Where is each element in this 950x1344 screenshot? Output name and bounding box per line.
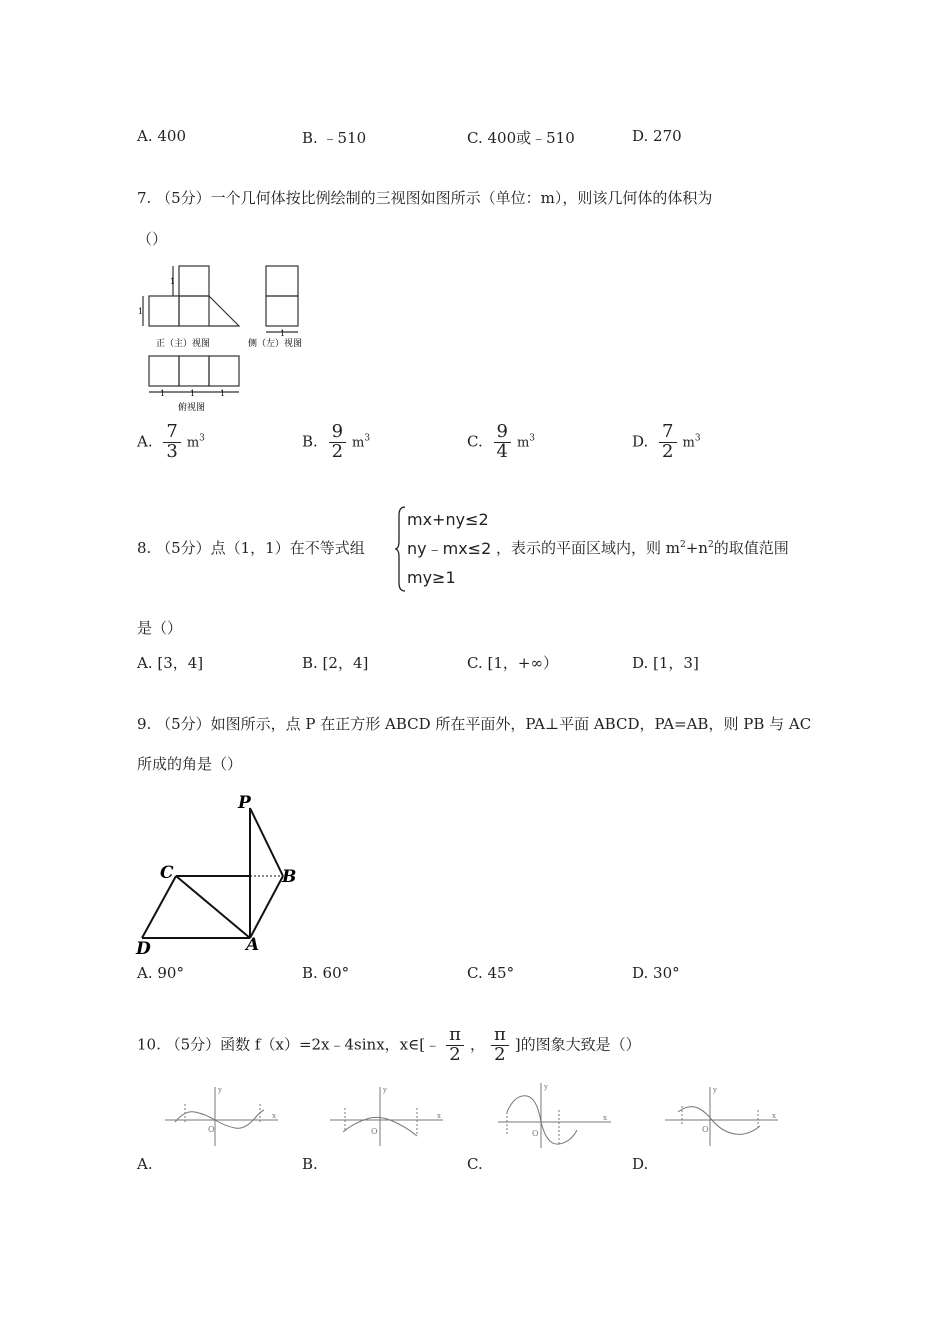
q7-option-b: B. $\frac{9}{2}$ $m^3$: [302, 421, 371, 462]
q7-dim-top-3: 1: [220, 389, 226, 398]
q7-option-c-label: C.: [467, 432, 483, 451]
q8-option-d: D. [1，3]: [632, 654, 699, 672]
q7-three-views-figure: [130, 260, 330, 420]
q9-label-c: C: [160, 863, 174, 883]
q7-paren: （）: [137, 230, 168, 248]
q8-option-c: C. [1，+∞）: [467, 654, 558, 672]
svg-text:x: x: [272, 1112, 276, 1120]
q6-option-b: B. ﹣510: [302, 129, 367, 147]
svg-text:O: O: [702, 1125, 709, 1134]
q9-option-d: D. 30°: [632, 964, 680, 982]
q9-option-b: B. 60°: [302, 964, 350, 982]
q8-option-a: A. [3，4]: [137, 654, 204, 672]
svg-text:y: y: [544, 1083, 548, 1091]
q10-option-b: B.: [302, 1155, 318, 1173]
q10-graph-b: [325, 1082, 450, 1152]
q7-dim-side-bottom: 1: [280, 329, 286, 338]
q7-option-c-fraction: $\frac{9}{4}$: [494, 423, 511, 462]
q8-stem-prefix: 8. （5分）点（1，1）在不等式组: [137, 539, 365, 557]
q9-stem-line2: 所成的角是（）: [137, 755, 243, 773]
q8-inequality-1: mx+ny≤2: [407, 510, 489, 529]
q7-option-a: A. $\frac{7}{3}$ $m^3$: [137, 421, 205, 462]
q7-option-a-fraction: $\frac{7}{3}$: [163, 423, 180, 462]
q7-dim-front-top: 1: [170, 277, 176, 286]
svg-text:x: x: [437, 1112, 441, 1120]
q7-dim-front-left: 1: [138, 307, 144, 316]
q7-option-d-fraction: $\frac{7}{2}$: [659, 423, 676, 462]
q10-fraction-2: $\frac{\pi}{2}$: [491, 1026, 509, 1065]
q9-label-a: A: [246, 935, 260, 955]
q10-stem: 10. （5分）函数 f（x）=2x﹣4sinx，x∈[﹣ $\frac{\pi}{2}$ ， $\frac{\pi}{2}$ ]的图象大致是（）: [137, 1024, 641, 1065]
svg-text:x: x: [772, 1112, 776, 1120]
q7-option-b-label: B.: [302, 432, 318, 451]
q10-graph-c: [493, 1080, 618, 1152]
q8-brace-icon: [395, 505, 407, 593]
q7-option-d-label: D.: [632, 432, 649, 451]
svg-text:y: y: [383, 1086, 387, 1094]
q7-dim-top-2: 1: [190, 389, 196, 398]
q8-stem-cont: 是（）: [137, 619, 183, 637]
q7-caption-top: 俯视图: [178, 403, 206, 413]
q10-graph-a: [160, 1082, 285, 1152]
q10-graph-d: [660, 1082, 785, 1152]
q10-fraction-1: $\frac{\pi}{2}$: [446, 1026, 464, 1065]
q6-option-d: D. 270: [632, 127, 682, 145]
q9-stem-line1: 9. （5分）如图所示，点 P 在正方形 ABCD 所在平面外，PA⊥平面 ABCD，PA=AB，则 PB 与 AC: [137, 715, 812, 733]
q10-option-a: A.: [137, 1155, 153, 1173]
svg-text:x: x: [603, 1114, 607, 1122]
q9-label-b: B: [282, 867, 297, 887]
svg-text:y: y: [218, 1086, 222, 1094]
q9-option-c: C. 45°: [467, 964, 515, 982]
q7-option-d: D. $\frac{7}{2}$ $m^3$: [632, 421, 701, 462]
q6-option-a: A. 400: [137, 127, 186, 145]
q10-option-c: C.: [467, 1155, 483, 1173]
q9-geometry-figure: [130, 790, 310, 960]
q7-stem: 7. （5分）一个几何体按比例绘制的三视图如图所示（单位：m），则该几何体的体积为: [137, 189, 713, 207]
q7-caption-side: 侧（左）视图: [248, 339, 303, 349]
q8-inequality-3: my≥1: [407, 568, 456, 587]
q7-option-a-label: A.: [137, 432, 153, 451]
svg-text:O: O: [208, 1125, 215, 1134]
q9-option-a: A. 90°: [137, 964, 184, 982]
q9-label-d: D: [136, 939, 151, 959]
svg-text:y: y: [713, 1086, 717, 1094]
q7-caption-front: 正（主）视图: [156, 339, 211, 349]
q7-dim-top-1: 1: [160, 389, 166, 398]
q7-option-c: C. $\frac{9}{4}$ $m^3$: [467, 421, 536, 462]
q8-inequality-2: ny﹣mx≤2: [407, 539, 492, 558]
svg-text:O: O: [371, 1127, 378, 1136]
q10-option-d: D.: [632, 1155, 649, 1173]
q6-option-c: C. 400或﹣510: [467, 129, 575, 147]
svg-text:O: O: [532, 1129, 539, 1138]
q8-stem-suffix: ，表示的平面区域内，则 $m^2+n^2$的取值范围: [496, 539, 789, 557]
q9-label-p: P: [238, 793, 251, 813]
q8-option-b: B. [2，4]: [302, 654, 369, 672]
q7-option-b-fraction: $\frac{9}{2}$: [329, 423, 346, 462]
